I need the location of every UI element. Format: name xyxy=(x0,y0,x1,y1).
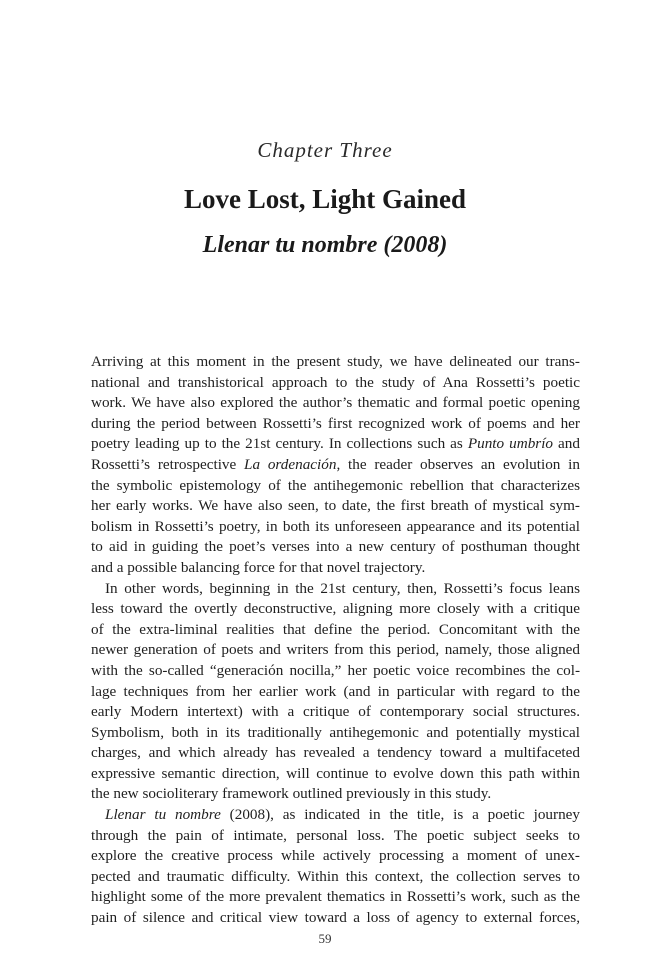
body-line: newer generation of poets and writers from this period, namely, those aligned xyxy=(91,641,580,659)
body-line: to aid in guiding the poet’s verses into a new century of posthuman thought xyxy=(91,538,580,556)
chapter-subtitle: Llenar tu nombre (2008) xyxy=(202,232,448,258)
body-line: the symbolic epistemology of the antihegemonic rebellion that characterizes xyxy=(91,476,580,494)
chapter-label: Chapter Three xyxy=(257,138,393,162)
body-line: her early works. We have also seen, to date, the first breath of mystical sym- xyxy=(91,497,580,515)
body-line: bolism in Rossetti’s poetry, in both its unforeseen appearance and its potential xyxy=(91,517,580,535)
body-line: with the so-called “generación nocilla,” her poetic voice recombines the col- xyxy=(91,661,580,679)
body-line: explore the creative process while actively processing a moment of unex- xyxy=(91,847,580,865)
body-line: lage techniques from her earlier work (and in particular with regard to the xyxy=(91,682,580,700)
body-line: poetry leading up to the 21st century. In collections such as Punto umbrío and xyxy=(91,435,580,453)
body-line: the new socioliterary framework outlined previously in this study. xyxy=(91,785,492,803)
body-line: during the period between Rossetti’s first recognized work of poems and her xyxy=(91,414,580,432)
body-line: In other words, beginning in the 21st century, then, Rossetti’s focus leans xyxy=(105,579,580,597)
body-line: pain of silence and critical view toward a loss of agency to external forces, xyxy=(91,909,580,927)
body-line: charges, and which already has revealed a tendency toward a multifaceted xyxy=(91,744,580,762)
body-line: through the pain of intimate, personal loss. The poetic subject seeks to xyxy=(91,826,580,844)
body-line: of the extra-liminal realities that define the period. Concomitant with the xyxy=(91,620,580,638)
body-line: highlight some of the more prevalent thematics in Rossetti’s work, such as the xyxy=(91,888,580,906)
body-line: early Modern intertext) with a critique of contemporary social structures. xyxy=(91,703,580,721)
page-number: 59 xyxy=(318,931,332,946)
body-line: expressive semantic direction, will continue to evolve down this path within xyxy=(91,764,580,782)
body-line: national and transhistorical approach to the study of Ana Rossetti’s poetic xyxy=(91,373,580,391)
body-line: and a possible balancing force for that novel trajectory. xyxy=(91,558,426,576)
body-line: work. We have also explored the author’s thematic and formal poetic opening xyxy=(91,394,580,412)
body-line: Symbolism, both in its traditionally antihegemonic and potentially mystical xyxy=(91,723,580,741)
body-text xyxy=(91,352,580,929)
body-line: Arriving at this moment in the present study, we have delineated our trans- xyxy=(91,353,580,370)
body-line: pected and traumatic difficulty. Within this context, the collection serves to xyxy=(91,867,580,885)
chapter-title: Love Lost, Light Gained xyxy=(183,184,467,214)
body-line: Llenar tu nombre (2008), as indicated in the title, is a poetic journey xyxy=(105,806,580,824)
body-line: less toward the overtly deconstructive, aligning more closely with a critique xyxy=(91,600,580,618)
body-line: Rossetti’s retrospective La ordenación, the reader observes an evolution in xyxy=(91,455,580,473)
